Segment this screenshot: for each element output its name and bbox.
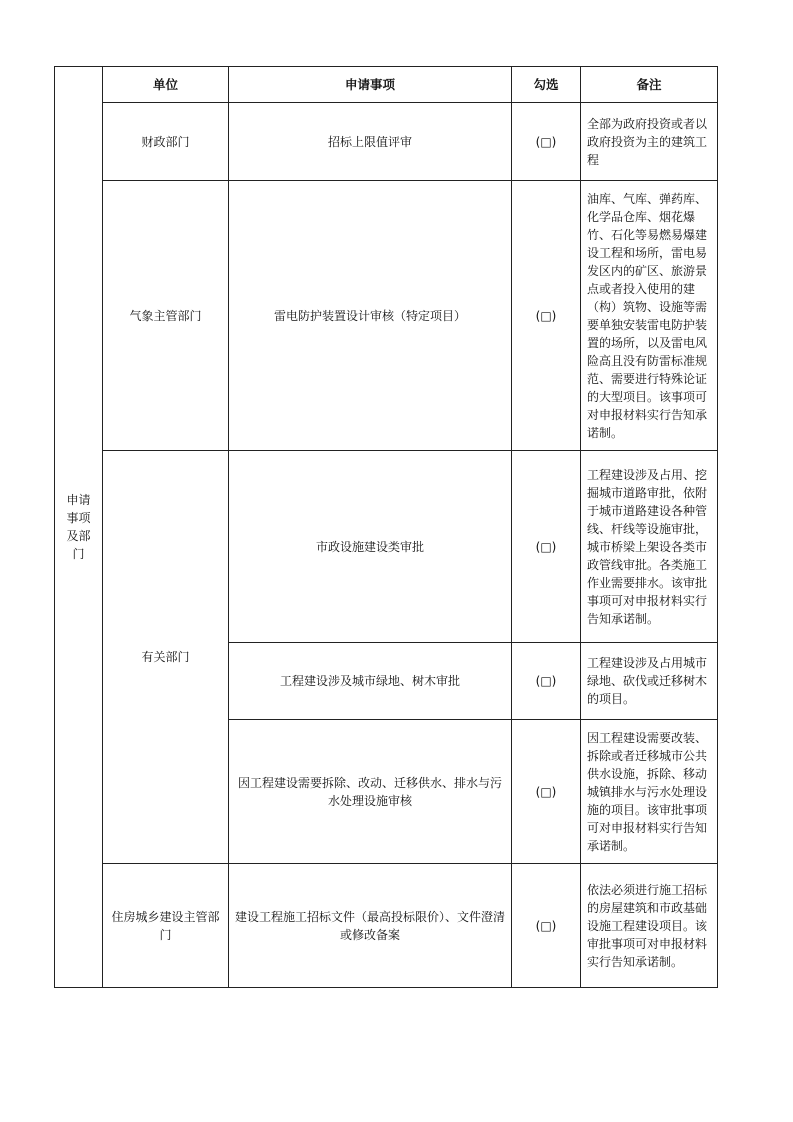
unit-cell: 气象主管部门	[103, 181, 229, 451]
header-unit: 单位	[103, 67, 229, 103]
application-table	[54, 66, 718, 988]
header-row	[55, 67, 718, 103]
checkbox[interactable]: (□)	[512, 643, 581, 720]
item-cell: 工程建设涉及城市绿地、树木审批	[229, 643, 512, 720]
note-cell: 油库、气库、弹药库、化学品仓库、烟花爆竹、石化等易燃易爆建设工程和场所，雷电易发区内的矿区、旅游景点或者投入使用的建（构）筑物、设施等需要单独安装雷电防护装置的场所，以及雷电风险高且没有防雷标准规范、需要进行特殊论证的大型项目。该事项可对申报材料实行告知承诺制。	[581, 181, 718, 451]
note-cell: 全部为政府投资或者以政府投资为主的建筑工程	[581, 103, 718, 181]
header-check: 勾选	[512, 67, 581, 103]
checkbox[interactable]: (□)	[512, 864, 581, 988]
item-cell: 市政设施建设类审批	[229, 451, 512, 643]
item-cell: 建设工程施工招标文件（最高投标限价）、文件澄清或修改备案	[229, 864, 512, 988]
unit-cell: 有关部门	[103, 451, 229, 864]
table-row	[55, 451, 718, 643]
section-label-line: 及部门	[66, 529, 91, 561]
section-label-cell	[55, 67, 103, 988]
note-cell: 依法必须进行施工招标的房屋建筑和市政基础设施工程建设项目。该审批事项可对申报材料实行告知承诺制。	[581, 864, 718, 988]
item-cell: 因工程建设需要拆除、改动、迁移供水、排水与污水处理设施审核	[229, 720, 512, 864]
header-item: 申请事项	[229, 67, 512, 103]
checkbox[interactable]: (□)	[512, 720, 581, 864]
note-cell: 工程建设涉及占用城市绿地、砍伐或迁移树木的项目。	[581, 643, 718, 720]
note-cell: 因工程建设需要改装、拆除或者迁移城市公共供水设施，拆除、移动城镇排水与污水处理设施的项目。该审批事项可对申报材料实行告知承诺制。	[581, 720, 718, 864]
item-cell: 雷电防护装置设计审核（特定项目）	[229, 181, 512, 451]
note-cell: 工程建设涉及占用、挖掘城市道路审批，依附于城市道路建设各种管线、杆线等设施审批，城市桥梁上架设各类市政管线审批。各类施工作业需要排水。该审批事项可对申报材料实行告知承诺制。	[581, 451, 718, 643]
table-row	[55, 181, 718, 451]
section-label-line: 事项	[66, 511, 91, 525]
table-row	[55, 103, 718, 181]
section-label-line: 申请	[66, 493, 91, 507]
checkbox[interactable]: (□)	[512, 103, 581, 181]
header-note: 备注	[581, 67, 718, 103]
checkbox[interactable]: (□)	[512, 451, 581, 643]
unit-cell: 住房城乡建设主管部门	[103, 864, 229, 988]
unit-cell: 财政部门	[103, 103, 229, 181]
item-cell: 招标上限值评审	[229, 103, 512, 181]
table-row	[55, 864, 718, 988]
checkbox[interactable]: (□)	[512, 181, 581, 451]
